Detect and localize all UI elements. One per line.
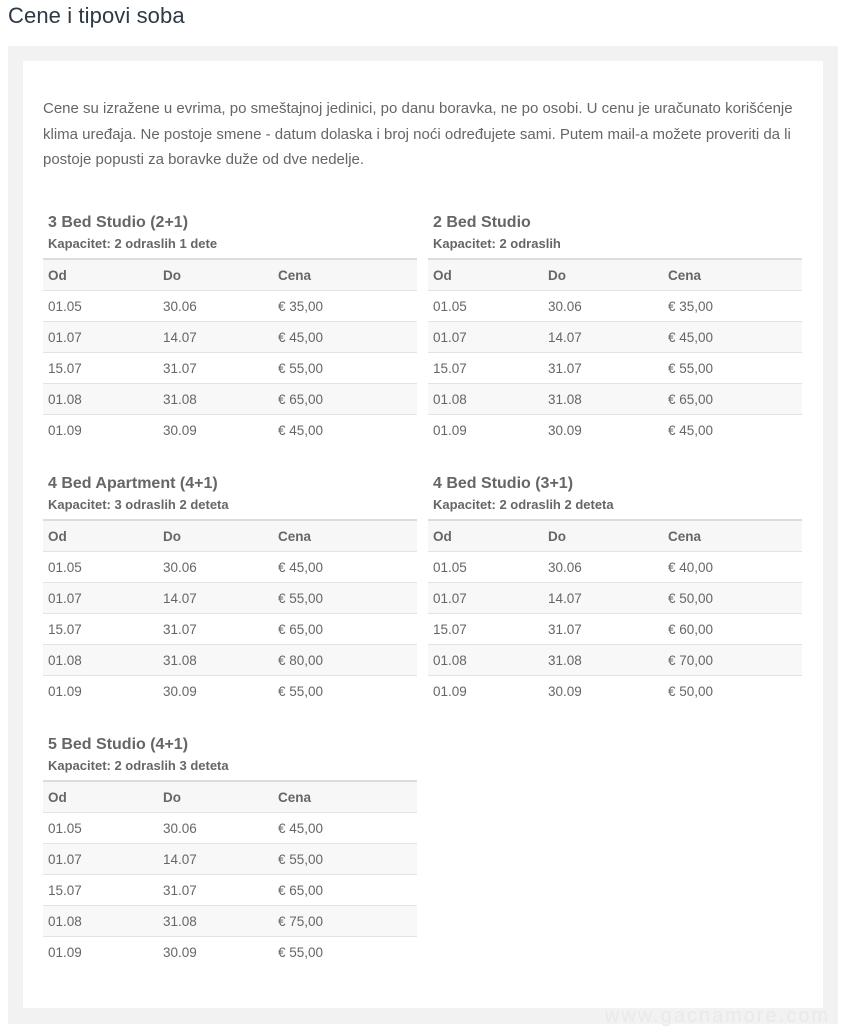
cell-to: 30.06 [543,291,663,322]
room-capacity: Kapacitet: 2 odraslih 2 deteta [433,497,614,512]
cell-price: € 55,00 [273,583,417,614]
cell-to: 30.06 [158,291,273,322]
room-title: 2 Bed Studio [433,214,531,231]
cell-from: 01.08 [43,384,158,415]
cell-price: € 45,00 [663,415,802,446]
table-row [428,415,802,446]
cell-from: 01.09 [43,676,158,707]
cell-from: 01.07 [43,583,158,614]
table-row [43,614,417,645]
cell-to: 30.06 [158,552,273,583]
col-header-price: Cena [273,781,417,813]
table-row [43,875,417,906]
content-panel [23,61,823,1008]
table-row [428,676,802,707]
cell-from: 01.08 [43,906,158,937]
cell-from: 15.07 [43,875,158,906]
cell-price: € 80,00 [273,645,417,676]
cell-price: € 45,00 [273,322,417,353]
col-header-to: Do [158,781,273,813]
cell-to: 14.07 [543,322,663,353]
col-header-from: Od [43,520,158,552]
cell-from: 01.08 [428,384,543,415]
cell-price: € 50,00 [663,583,802,614]
table-row [43,937,417,968]
room-card [428,474,802,706]
col-header-price: Cena [273,259,417,291]
room-capacity: Kapacitet: 2 odraslih [433,236,561,251]
cell-price: € 70,00 [663,645,802,676]
cell-to: 31.08 [158,906,273,937]
cell-to: 31.07 [158,353,273,384]
cell-to: 31.07 [158,875,273,906]
cell-to: 14.07 [158,844,273,875]
col-header-from: Od [43,259,158,291]
table-row [428,384,802,415]
price-table [43,519,417,706]
table-row [428,353,802,384]
cell-price: € 55,00 [273,676,417,707]
cell-price: € 50,00 [663,676,802,707]
table-row [428,614,802,645]
col-header-from: Od [428,259,543,291]
cell-price: € 55,00 [663,353,802,384]
cell-from: 01.09 [428,676,543,707]
cell-to: 31.08 [543,384,663,415]
table-row [428,583,802,614]
cell-from: 15.07 [43,614,158,645]
cell-price: € 45,00 [273,813,417,844]
table-row [43,645,417,676]
cell-from: 01.07 [43,844,158,875]
table-row [428,322,802,353]
cell-price: € 65,00 [273,875,417,906]
cell-from: 01.05 [43,552,158,583]
room-title: 5 Bed Studio (4+1) [48,736,189,753]
cell-price: € 35,00 [663,291,802,322]
intro-text: Cene su izražene u evrima, po smeštajnoj jedinici, po danu boravka, ne po osobi. U cenu je uračunato korišćenje klima uređaja. Ne postoje smene - datum dolaska i broj noći određujete sami. Putem mail-a možete proveriti da li postoje popusti za boravke duže od dve nedelje. [43,100,793,168]
page-title: Cene i tipovi soba [8,3,185,28]
cell-from: 15.07 [428,353,543,384]
room-card [43,213,417,445]
price-table [43,258,417,445]
cell-to: 30.09 [543,676,663,707]
table-row [43,322,417,353]
cell-to: 31.08 [543,645,663,676]
table-row [43,676,417,707]
price-table [43,780,417,967]
cell-to: 31.07 [543,353,663,384]
cell-to: 30.09 [158,937,273,968]
cell-price: € 45,00 [273,415,417,446]
cell-price: € 35,00 [273,291,417,322]
cell-price: € 65,00 [273,614,417,645]
table-row [43,415,417,446]
cell-from: 01.05 [428,552,543,583]
cell-price: € 55,00 [273,937,417,968]
table-row [43,813,417,844]
col-header-to: Do [543,259,663,291]
cell-from: 01.09 [428,415,543,446]
room-capacity: Kapacitet: 2 odraslih 3 deteta [48,758,229,773]
col-header-to: Do [158,259,273,291]
col-header-price: Cena [273,520,417,552]
table-row [43,291,417,322]
cell-price: € 45,00 [663,322,802,353]
price-table [428,519,802,706]
watermark: www.gacnamore.com [604,1005,830,1027]
table-row [43,583,417,614]
cell-from: 01.05 [428,291,543,322]
table-row [43,552,417,583]
col-header-from: Od [43,781,158,813]
table-row [428,552,802,583]
cell-from: 15.07 [43,353,158,384]
cell-from: 01.05 [43,291,158,322]
cell-to: 30.09 [543,415,663,446]
cell-price: € 55,00 [273,353,417,384]
room-card [428,213,802,445]
cell-price: € 55,00 [273,844,417,875]
cell-to: 14.07 [543,583,663,614]
table-row [428,645,802,676]
room-card [43,735,417,967]
cell-from: 01.09 [43,415,158,446]
room-title: 4 Bed Studio (3+1) [433,475,574,492]
cell-to: 31.07 [158,614,273,645]
table-row [43,353,417,384]
cell-from: 01.05 [43,813,158,844]
table-row [43,844,417,875]
cell-to: 30.06 [543,552,663,583]
room-capacity: Kapacitet: 2 odraslih 1 dete [48,236,218,251]
cell-from: 01.09 [43,937,158,968]
cell-to: 31.07 [543,614,663,645]
col-header-to: Do [158,520,273,552]
col-header-price: Cena [663,259,802,291]
cell-from: 01.07 [43,322,158,353]
col-header-price: Cena [663,520,802,552]
cell-from: 01.07 [428,583,543,614]
cell-to: 14.07 [158,583,273,614]
room-card [43,474,417,706]
cell-to: 31.08 [158,384,273,415]
cell-price: € 65,00 [663,384,802,415]
cell-price: € 65,00 [273,384,417,415]
cell-price: € 40,00 [663,552,802,583]
table-row [43,906,417,937]
col-header-to: Do [543,520,663,552]
room-title: 4 Bed Apartment (4+1) [48,475,218,492]
cell-from: 01.08 [43,645,158,676]
price-table [428,258,802,445]
table-row [428,291,802,322]
cell-to: 14.07 [158,322,273,353]
cell-to: 30.09 [158,415,273,446]
cell-from: 01.07 [428,322,543,353]
table-row [43,384,417,415]
cell-price: € 75,00 [273,906,417,937]
room-capacity: Kapacitet: 3 odraslih 2 deteta [48,497,229,512]
cell-to: 31.08 [158,645,273,676]
cell-price: € 45,00 [273,552,417,583]
cell-from: 15.07 [428,614,543,645]
content-frame [8,46,838,1024]
cell-to: 30.09 [158,676,273,707]
room-title: 3 Bed Studio (2+1) [48,214,189,231]
cell-price: € 60,00 [663,614,802,645]
cell-to: 30.06 [158,813,273,844]
cell-from: 01.08 [428,645,543,676]
col-header-from: Od [428,520,543,552]
